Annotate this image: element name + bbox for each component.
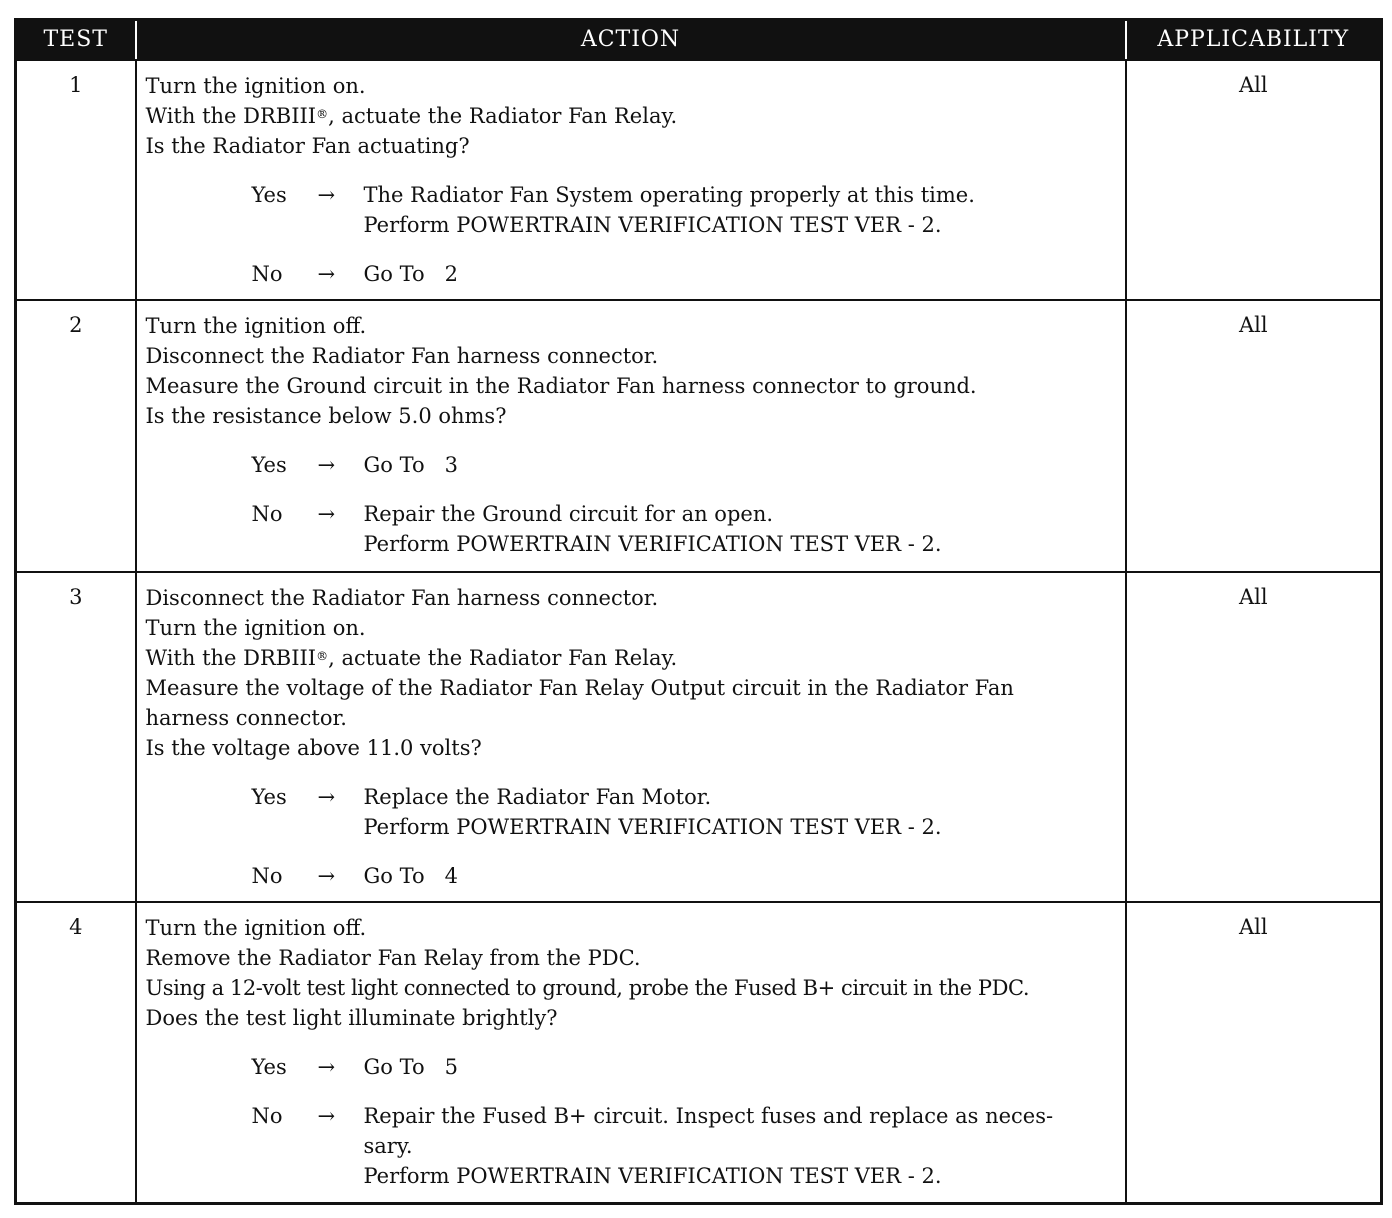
result-line: sary. xyxy=(363,1133,413,1158)
yes-result xyxy=(364,180,1115,240)
result-line: Go To 5 xyxy=(363,1054,458,1079)
test-number: 1 xyxy=(16,60,136,300)
right-arrow-icon: → xyxy=(317,182,336,207)
right-arrow-icon: → xyxy=(317,452,336,477)
registered-mark: ® xyxy=(316,648,329,663)
right-arrow-icon: → xyxy=(317,1103,336,1128)
yes-label: Yes xyxy=(251,1054,287,1079)
table-row xyxy=(16,300,1382,572)
result-line: Go To 2 xyxy=(363,261,458,286)
no-result xyxy=(364,499,1115,559)
applicability-value: All xyxy=(1126,300,1382,572)
action-steps xyxy=(146,71,1115,161)
outcome-yes xyxy=(146,1052,1115,1082)
result-line: Go To 4 xyxy=(363,863,458,888)
step-line: Turn the ignition off. xyxy=(145,313,367,338)
no-label: No xyxy=(251,1103,283,1128)
no-label: No xyxy=(251,261,283,286)
yes-label: Yes xyxy=(251,452,287,477)
step-line: Is the resistance below 5.0 ohms? xyxy=(145,403,507,428)
right-arrow-icon: → xyxy=(317,863,336,888)
result-line: Replace the Radiator Fan Motor. xyxy=(363,784,712,809)
outcome-no xyxy=(146,259,1115,289)
applicability-value: All xyxy=(1126,572,1382,902)
test-number: 2 xyxy=(16,300,136,572)
outcome-no xyxy=(146,861,1115,891)
action-cell xyxy=(136,300,1126,572)
table-row xyxy=(16,60,1382,300)
step-line: Measure the voltage of the Radiator Fan Relay Output circuit in the Radiator Fan xyxy=(145,675,1014,700)
action-steps xyxy=(146,913,1115,1033)
step-line: Using a 12-volt test light connected to ground, probe the Fused B+ circuit in the PDC. xyxy=(145,975,1030,1000)
header-test: TEST xyxy=(16,20,136,60)
action-steps xyxy=(146,583,1115,763)
step-line: Measure the Ground circuit in the Radiator Fan harness connector to ground. xyxy=(145,373,977,398)
table-row xyxy=(16,572,1382,902)
right-arrow-icon: → xyxy=(317,501,336,526)
right-arrow-icon: → xyxy=(317,1054,336,1079)
no-result xyxy=(364,861,1115,891)
step-line: Is the voltage above 11.0 volts? xyxy=(145,735,482,760)
step-line: Turn the ignition on. xyxy=(145,615,366,640)
no-label: No xyxy=(251,863,283,888)
diagnostic-test-table xyxy=(14,18,1383,1205)
no-result xyxy=(364,259,1115,289)
test-number: 4 xyxy=(16,902,136,1204)
right-arrow-icon: → xyxy=(317,261,336,286)
step-line: Disconnect the Radiator Fan harness connector. xyxy=(145,585,659,610)
step-line: harness connector. xyxy=(145,705,347,730)
step-line: Does the test light illuminate brightly? xyxy=(145,1005,558,1030)
yes-result xyxy=(364,450,1115,480)
outcome-yes xyxy=(146,180,1115,240)
test-number: 3 xyxy=(16,572,136,902)
result-line: Repair the Fused B+ circuit. Inspect fuses and replace as neces- xyxy=(363,1103,1054,1128)
registered-mark: ® xyxy=(316,106,329,121)
table-row xyxy=(16,902,1382,1204)
result-line: The Radiator Fan System operating properly at this time. xyxy=(363,182,975,207)
yes-label: Yes xyxy=(251,784,287,809)
no-result xyxy=(364,1101,1115,1191)
action-cell xyxy=(136,572,1126,902)
no-label: No xyxy=(251,501,283,526)
outcome-no xyxy=(146,499,1115,559)
result-line: Go To 3 xyxy=(363,452,458,477)
outcome-no xyxy=(146,1101,1115,1191)
step-line: With the DRBIII®, actuate the Radiator Fan Relay. xyxy=(145,645,678,670)
result-line: Perform POWERTRAIN VERIFICATION TEST VER - 2. xyxy=(363,814,942,839)
yes-label: Yes xyxy=(251,182,287,207)
yes-result xyxy=(364,1052,1115,1082)
step-line: Is the Radiator Fan actuating? xyxy=(145,133,470,158)
outcome-yes xyxy=(146,782,1115,842)
applicability-value: All xyxy=(1126,902,1382,1204)
step-line: With the DRBIII®, actuate the Radiator Fan Relay. xyxy=(145,103,678,128)
yes-result xyxy=(364,782,1115,842)
step-line: Disconnect the Radiator Fan harness connector. xyxy=(145,343,659,368)
action-cell xyxy=(136,60,1126,300)
header-action: ACTION xyxy=(136,20,1126,60)
outcome-yes xyxy=(146,450,1115,480)
step-line: Turn the ignition off. xyxy=(145,915,367,940)
step-line: Turn the ignition on. xyxy=(145,73,366,98)
result-line: Perform POWERTRAIN VERIFICATION TEST VER - 2. xyxy=(363,531,942,556)
table-header-row xyxy=(16,20,1382,60)
action-steps xyxy=(146,311,1115,431)
step-line: Remove the Radiator Fan Relay from the PDC. xyxy=(145,945,641,970)
action-cell xyxy=(136,902,1126,1204)
header-applicability: APPLICABILITY xyxy=(1126,20,1382,60)
applicability-value: All xyxy=(1126,60,1382,300)
result-line: Repair the Ground circuit for an open. xyxy=(363,501,774,526)
result-line: Perform POWERTRAIN VERIFICATION TEST VER - 2. xyxy=(363,1163,942,1188)
right-arrow-icon: → xyxy=(317,784,336,809)
result-line: Perform POWERTRAIN VERIFICATION TEST VER - 2. xyxy=(363,212,942,237)
